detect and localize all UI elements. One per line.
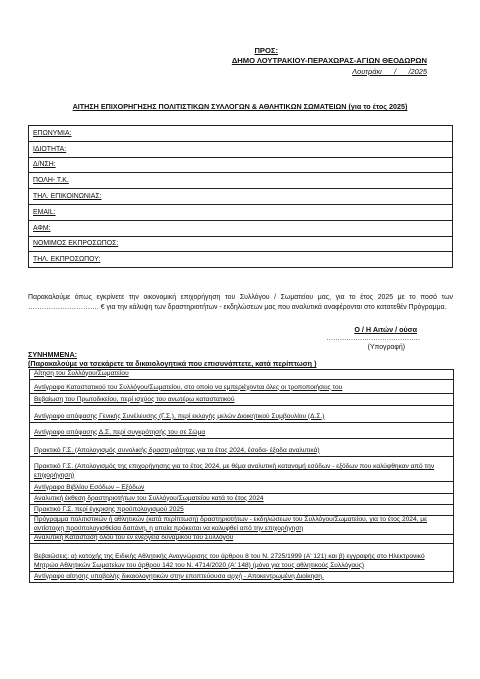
attachment-item-label: Αντίγραφο Βιβλίου Εσόδων – Εξόδων: [34, 483, 145, 491]
form-row[interactable]: [29, 173, 453, 189]
signature-label: Ο / Η Αιτών / ούσα: [354, 325, 417, 334]
signature-line[interactable]: ……………………………………: [326, 335, 420, 342]
form-field-label: ΝΟΜΙΜΟΣ ΕΚΠΡΟΣΩΠΟΣ:: [29, 236, 453, 252]
form-row[interactable]: [29, 204, 453, 220]
attachment-item[interactable]: [29, 394, 454, 406]
attachment-item[interactable]: [29, 535, 454, 544]
form-field-label: ΤΗΛ. ΕΚΠΡΟΣΩΠΟΥ:: [29, 252, 453, 268]
attachments-heading: ΣΥΝΗΜΜΕΝΑ:: [28, 350, 78, 359]
form-field-label: ΕΠΩΝΥΜΙΑ:: [29, 126, 453, 142]
attachment-item-label: Αναλυτική έκθεση δραστηριοτήτων του Συλλόγου/Σωματείου κατά το έτος 2024: [34, 494, 264, 502]
attachments-subheading: (Παρακαλούμε να τσεκάρετε τα δικαιολογητικά που επισυνάπτετε, κατά περίπτωση ): [28, 359, 317, 368]
attachment-item[interactable]: [29, 482, 454, 494]
attachment-item-label: Πρόγραμμα πολιτιστικών ή αθλητικών (κατά περίπτωση) δραστηριοτήτων - εκδηλώσεων του Συλλόγου/Σωματείου, για το έτος 2024, με αντίστοιχη προϋπολογισθείσα δαπάνη, η οποία πρόκειται να καλυφθεί από την επιχορήγηση: [34, 516, 428, 532]
form-field-label: ΑΦΜ:: [29, 220, 453, 236]
recipient-label: ΠΡΟΣ:: [254, 46, 278, 55]
page-title: ΑΙΤΗΣΗ ΕΠΙΧΟΡΗΓΗΣΗΣ ΠΟΛΙΤΙΣΤΙΚΩΝ ΣΥΛΛΟΓΩΝ & ΑΘΛΗΤΙΚΩΝ ΣΩΜΑΤΕΙΩΝ (για το έτος 2025): [72, 102, 408, 111]
attachment-item[interactable]: [29, 505, 454, 516]
request-paragraph: Παρακαλούμε όπως εγκρίνετε την οικονομική επιχορήγηση του Συλλόγου / Σωματείου μας, για το έτος 2025 με το ποσό των …………………………. € για την κάλυψη των δραστηριοτήτων - εκδηλώσεων μας που αναλυτικά αναφέρονται στο κατατεθέν Πρόγραμμα.: [28, 294, 453, 311]
attachment-item-label: Βεβαίωση του Πρωτοδικείου, περί ισχύος του ανωτέρω καταστατικού: [34, 395, 235, 403]
attachment-item[interactable]: [29, 544, 454, 572]
attachment-item[interactable]: [29, 457, 454, 482]
attachment-item-label: Πρακτικό Γ.Σ. περί έγκρισης προϋπολογισμού 2025: [34, 505, 184, 513]
attachment-item-label: Αντίγραφο απόφασης Δ.Σ, περί συγκρότησής του σε Σώμα: [34, 428, 206, 436]
applicant-form-table: [28, 125, 453, 268]
attachment-item[interactable]: [29, 494, 454, 505]
recipient-authority: ΔΗΜΟ ΛΟΥΤΡΑΚΙΟΥ-ΠΕΡΑΧΩΡΑΣ-ΑΓΙΩΝ ΘΕΟΔΩΡΩΝ: [231, 56, 427, 65]
attachment-item[interactable]: [29, 406, 454, 423]
attachment-item[interactable]: [29, 572, 454, 583]
attachment-item-label: Αντίγραφο Καταστατικού του Συλλόγου/Σωματείου, στο οποίο να εμπεριέχονται όλες οι τροποποιήσεις του: [34, 383, 343, 391]
attachment-item-label: Αντίγραφο αίτησης υποβολής δικαιολογητικών στην εποπτεύουσα αρχή - Αποκεντρωμένη Διοίκηση.: [34, 572, 324, 580]
place-date: Λουτράκι / /2025: [352, 67, 427, 76]
attachment-item[interactable]: [29, 370, 454, 380]
attachment-item[interactable]: [29, 439, 454, 457]
attachment-item-label: Αίτηση του Συλλόγου/Σωματείου: [34, 369, 129, 377]
form-row[interactable]: [29, 236, 453, 252]
form-row[interactable]: [29, 141, 453, 157]
attachment-item-label: Βεβαιώσεις: α) κατοχής της Ειδικής Αθλητικής Αναγνώρισης του άρθρου 8 του Ν. 2725/1999 (Α' 121) και β) εγγραφής στο Ηλεκτρονικό Μητρώο Αθλητικών Σωματείων του άρθρου 142 του Ν. 4714/2020 (Α' 148) (μόνο για τους αθλητικούς Συλλόγους): [34, 553, 425, 569]
attachment-item-label: Πρακτικό Γ.Σ. (Απολογισμός συνολικής δραστηριότητας για το έτος 2024, έσοδα- έξοδα αναλυτικά): [34, 446, 320, 454]
attachment-item[interactable]: [29, 516, 454, 535]
form-field-label: EMAIL:: [29, 204, 453, 220]
form-row[interactable]: [29, 157, 453, 173]
signature-caption: (Υπογραφή): [367, 344, 405, 351]
form-field-label: ΙΔΙΟΤΗΤΑ:: [29, 141, 453, 157]
attachment-item-label: Αντίγραφο απόφασης Γενικής Συνέλευσης (Γ.Σ.), περί εκλογής μελών Διοικητικού Συμβουλίου (Δ.Σ.): [34, 412, 325, 420]
attachment-item-label: Πρακτικό Γ.Σ. (Απολογισμός της επιχορήγησης για το έτος 2024, με θέμα αναλυτική κατανομή εσόδων - εξόδων που καλύφθηκαν από την επιχορήγηση): [34, 463, 435, 479]
attachment-item[interactable]: [29, 380, 454, 394]
form-row[interactable]: [29, 220, 453, 236]
attachments-checklist: [29, 369, 454, 583]
attachment-item[interactable]: [29, 423, 454, 439]
form-field-label: Δ/ΝΣΗ:: [29, 157, 453, 173]
form-row[interactable]: [29, 126, 453, 142]
form-row[interactable]: [29, 252, 453, 268]
form-field-label: ΤΗΛ. ΕΠΙΚΟΙΝΩΝΙΑΣ:: [29, 189, 453, 205]
attachment-item-label: Αναλυτική Κατάσταση όλου του εν ενεργεία δυναμικού του Συλλόγου: [34, 533, 234, 541]
form-row[interactable]: [29, 189, 453, 205]
form-field-label: ΠΟΛΗ- Τ.Κ.: [29, 173, 453, 189]
